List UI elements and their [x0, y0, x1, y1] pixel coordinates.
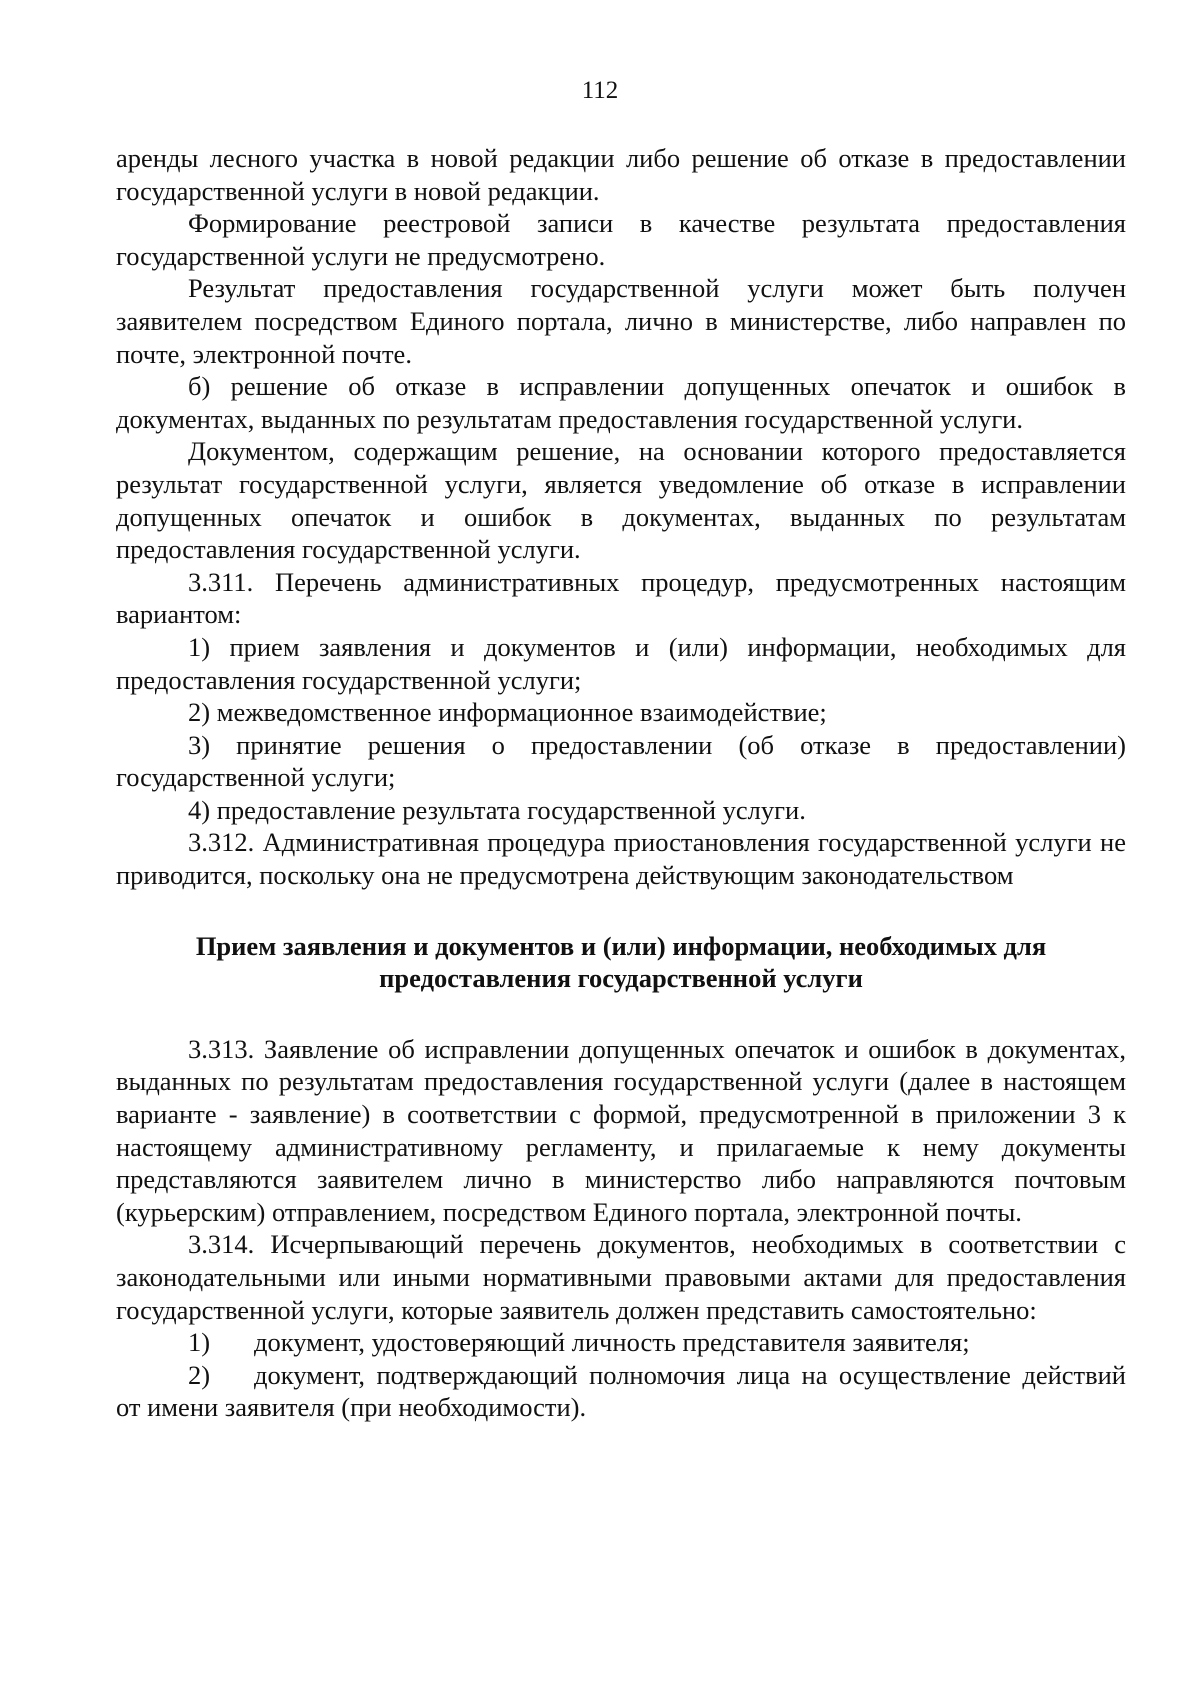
- page-number: 112: [581, 77, 619, 104]
- paragraph: 3.312. Административная процедура приостановления государственной услуги не приводится, поскольку она не предусмотрена действующим законодательством: [116, 827, 1126, 891]
- paragraph: 3.314. Исчерпывающий перечень документов, необходимых в соответствии с законодательными или иными нормативными правовыми актами для предоставления государственной услуги, которые заявитель должен представить самостоятельно:: [116, 1229, 1126, 1325]
- list-item: [116, 1359, 1126, 1424]
- section-heading: [116, 930, 1126, 995]
- list-item-text: документ, подтверждающий полномочия лица на осуществление действий от имени заявителя (при необходимости).: [116, 1359, 1126, 1423]
- list-item-number: 1): [188, 1327, 211, 1358]
- paragraph: 3.313. Заявление об исправлении допущенных опечаток и ошибок в документах, выданных по результатам предоставления государственной услуги (далее в настоящем варианте - заявление) в соответствии с формой, предусмотренной в приложении 3 к настоящему административному регламенту, и прилагаемые к нему документы представляются заявителем лично в министерство либо направляются почтовым (курьерским) отправлением, посредством Единого портала, электронной почты.: [116, 1033, 1126, 1227]
- paragraph: 4) предоставление результата государственной услуги.: [188, 794, 806, 825]
- paragraph: 3) принятие решения о предоставлении (об отказе в предоставлении) государственной услуги;: [116, 729, 1126, 793]
- paragraph: 2) межведомственное информационное взаимодействие;: [188, 697, 827, 728]
- paragraph: Формирование реестровой записи в качестве результата предоставления государственной услуги не предусмотрено.: [116, 208, 1126, 271]
- paragraph: аренды лесного участка в новой редакции либо решение об отказе в предоставлении государственной услуги в новой редакции.: [116, 143, 1126, 206]
- list-item-number: 2): [188, 1359, 211, 1390]
- list-item-text: документ, удостоверяющий личность представителя заявителя;: [254, 1327, 970, 1358]
- paragraph: Документом, содержащим решение, на основании которого предоставляется результат государственной услуги, является уведомление об отказе в исправлении допущенных опечаток и ошибок в документах, выданных по результатам предоставления государственной услуги.: [116, 436, 1126, 565]
- paragraph: 1) прием заявления и документов и (или) информации, необходимых для предоставления государственной услуги;: [116, 631, 1126, 695]
- list-item: [116, 1326, 1126, 1359]
- paragraph: б) решение об отказе в исправлении допущенных опечаток и ошибок в документах, выданных по результатам предоставления государственной услуги.: [116, 371, 1126, 434]
- section-heading-line: предоставления государственной услуги: [379, 963, 863, 994]
- section-heading-line: Прием заявления и документов и (или) информации, необходимых для: [195, 930, 1047, 961]
- paragraph: 3.311. Перечень административных процедур, предусмотренных настоящим вариантом:: [116, 566, 1126, 630]
- paragraph: Результат предоставления государственной услуги может быть получен заявителем посредством Единого портала, лично в министерстве, либо направлен по почте, электронной почте.: [116, 273, 1126, 369]
- document-body: [116, 142, 1126, 1424]
